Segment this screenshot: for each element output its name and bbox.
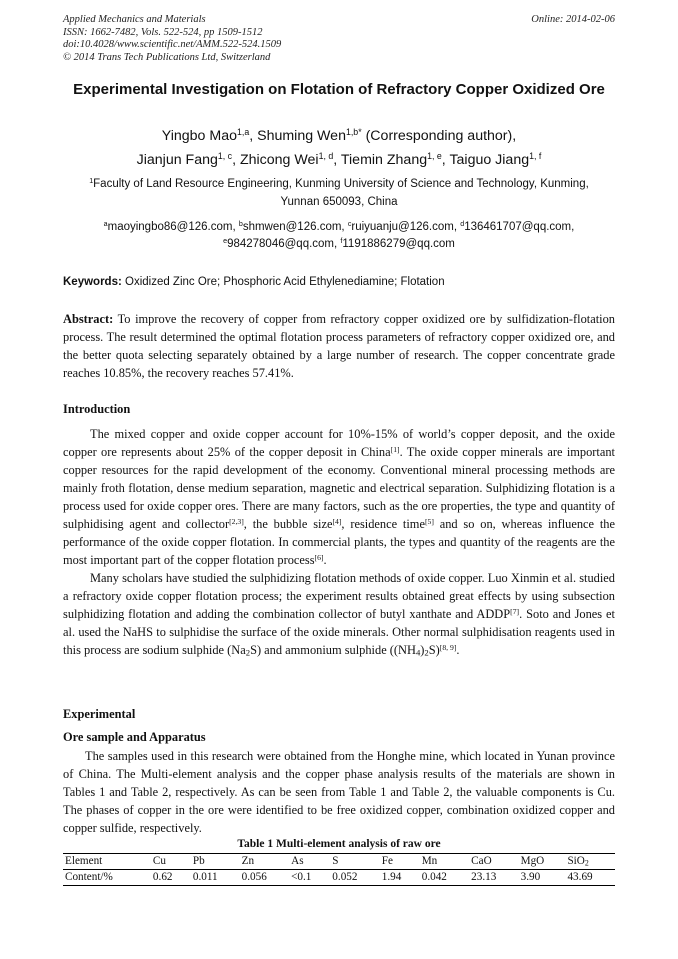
- citation: [2,3]: [229, 516, 244, 526]
- text-run: . Soto and Jones et al. used the NaHS to sulphidise the surface of the oxide minerals. Other normal sulphidisation reagents used in this process are sodium sulphide (Na: [63, 607, 615, 657]
- paper-title: Experimental Investigation on Flotation of Refractory Copper Oxidized Ore: [73, 81, 605, 98]
- email-sup: a: [103, 220, 108, 229]
- table-row: [63, 870, 615, 886]
- subscript: 2: [584, 858, 589, 868]
- doi-line: doi:10.4028/www.scientific.net/AMM.522-524.1509: [63, 39, 282, 50]
- keywords: [63, 276, 615, 288]
- email-link[interactable]: 136461707@qq.com: [464, 221, 572, 233]
- table-1-caption: Table 1 Multi-element analysis of raw ore: [237, 838, 441, 850]
- author-sup: 1, c: [217, 151, 233, 162]
- subscript: 2: [424, 647, 429, 658]
- author-list: Yingbo Mao$^{1,a}$, Shuming Wen$^{1,b*}$ (Corresponding author), Jianjun Fang$^{1, c}$, Zhicong Wei$^{1, d}$, Tiemin Zhang$^{1, e}$, Taiguo Jiang$^{1, f}$: [136, 127, 542, 168]
- table-header-cell: Cu: [152, 855, 166, 867]
- table-cell: 0.042: [421, 871, 447, 883]
- citation: [6]: [314, 552, 324, 562]
- text-run: , residence time: [341, 517, 425, 531]
- table-cell: 0.011: [192, 871, 218, 883]
- citation: [4]: [332, 516, 342, 526]
- citation: [5]: [424, 516, 434, 526]
- email-sup: e: [223, 237, 228, 246]
- table-header-cell: MgO: [520, 855, 545, 867]
- author-name: Zhicong Wei: [239, 152, 319, 168]
- text-run: and so on, whereas influence the performance of the oxide copper flotation. In commercial plants, the types and quantity of the reagents are the most important part of the copper flotation process: [63, 517, 615, 567]
- email-link[interactable]: 984278046@qq.com: [227, 238, 335, 250]
- section-heading-introduction: Introduction: [63, 402, 131, 416]
- running-header: [63, 14, 615, 64]
- email-sup: b: [238, 220, 243, 229]
- experimental-body: [63, 747, 615, 837]
- corresponding-note: (Corresponding author): [365, 128, 513, 144]
- affiliation: [63, 176, 615, 211]
- text-run: .: [323, 553, 327, 567]
- email-sup: d: [460, 220, 465, 229]
- subscript: 2: [245, 647, 251, 658]
- author-name: Shuming Wen: [257, 128, 346, 144]
- citation: [7]: [510, 606, 520, 616]
- table-header-cell: As: [291, 855, 304, 867]
- author-sup: 1,a: [236, 127, 250, 138]
- table-header-cell: CaO: [471, 855, 492, 867]
- table-cell: <0.1: [291, 871, 312, 883]
- author-sup: 1, f: [529, 151, 542, 162]
- email-link[interactable]: 1191886279@qq.com: [342, 238, 455, 250]
- online-date: Online: 2014-02-06: [531, 14, 615, 25]
- section-heading-experimental: Experimental: [63, 707, 136, 721]
- email-link[interactable]: ruiyuanju@126.com: [351, 221, 454, 233]
- table-header-cell: Fe: [381, 855, 393, 867]
- abstract-text: To improve the recovery of copper from refractory copper oxidized ore by sulfidization-flotation process. The result determined the optimal flotation process parameters of refractory copper oxidized ore, and the better quota selecting separately obtained by a large number of research. The copper concentrate grade reaches 10.85%, the recovery reaches 57.41%.: [63, 312, 615, 380]
- introduction-body: [63, 425, 615, 659]
- citation: [1]: [390, 444, 400, 454]
- subscript: 4: [415, 647, 421, 658]
- email-link[interactable]: shmwen@126.com: [242, 221, 342, 233]
- author-name: Jianjun Fang: [136, 152, 218, 168]
- affiliation-line-2: Yunnan 650093, China: [280, 195, 398, 208]
- table-header-cell: S: [332, 855, 339, 867]
- copyright-line: © 2014 Trans Tech Publications Ltd, Switzerland: [63, 51, 271, 63]
- table-header-cell: [565, 854, 615, 870]
- table-header-row: [63, 854, 615, 870]
- author-name: Yingbo Mao: [161, 128, 237, 144]
- author-name: Taiguo Jiang: [449, 152, 530, 168]
- author-sup: 1, d: [318, 151, 334, 162]
- header-text: SiO: [567, 855, 585, 867]
- issn-line: ISSN: 1662-7482, Vols. 522-524, pp 1509-1512: [63, 26, 263, 38]
- text-run: The mixed copper and oxide copper account for 10%-15% of world’s copper deposit, and the oxide copper ore represents about 25% of the copper deposit in China: [63, 427, 615, 459]
- table-cell: 43.69: [567, 871, 593, 883]
- table-header-cell: Mn: [421, 855, 438, 867]
- experimental-paragraph-1: The samples used in this research were obtained from the Honghe mine, which located in Yunan province of China. The Multi-element analysis and the copper phase analysis results of the materials are shown in Tables 1 and Table 2, respectively. As can be seen from Table 1 and Table 2, the valuable components is Cu. The phases of copper in the ore were identified to be free oxidized copper, combination oxidized copper and copper sulfide, respectively.: [63, 749, 615, 835]
- text-run: S) and ammonium sulphide ((NH: [250, 643, 416, 657]
- table-cell: Content/%: [65, 871, 113, 883]
- keywords-label: Keywords:: [63, 276, 122, 288]
- abstract: [63, 310, 615, 382]
- author-name: Tiemin Zhang: [340, 152, 428, 168]
- author-sup: 1, e: [427, 151, 442, 162]
- table-cell: 0.62: [152, 871, 173, 883]
- affiliation-line-1: Faculty of Land Resource Engineering, Kunming University of Science and Technology, Kunming,: [93, 178, 589, 190]
- text-run: . The oxide copper minerals are important copper resources for the rapid development of the economy. Conventional mineral processing methods are mainly froth flotation, dense medium separation, magnetic and electrical separation. Sulphidizing flotation is a process used for oxide copper ores. There are many factors, such as the ore properties, the type and quantity of sulphidising agent and collector: [63, 445, 615, 531]
- table-cell: 23.13: [471, 871, 497, 883]
- journal-name: Applied Mechanics and Materials: [63, 14, 206, 25]
- table-1: [63, 853, 615, 886]
- table-header-cell: Zn: [241, 855, 255, 867]
- table-cell: 3.90: [520, 871, 541, 883]
- table-header-cell: Pb: [192, 855, 205, 867]
- abstract-label: Abstract:: [63, 312, 114, 326]
- keywords-text: Oxidized Zinc Ore; Phosphoric Acid Ethylenediamine; Flotation: [125, 276, 445, 288]
- text-run: , the bubble size: [243, 517, 333, 531]
- subsection-heading-ore-sample: Ore sample and Apparatus: [63, 730, 206, 744]
- affiliation-sup: 1: [89, 177, 94, 186]
- email-list: $^a$maoyingbo86@126.com, $^b$shmwen@126.com, $^c$ruiyuanju@126.com, $^d$136461707@qq.com, $^e$984278046@qq.com, $^f$1191886279@qq.com: [103, 220, 575, 250]
- table-cell: 1.94: [381, 871, 402, 883]
- text-run: ): [420, 643, 425, 657]
- email-link[interactable]: maoyingbo86@126.com: [107, 221, 233, 233]
- author-sup: 1,b*: [345, 127, 362, 138]
- text-run: Many scholars have studied the sulphidizing flotation methods of oxide copper. Luo Xinmin et al. studied a refractory oxide copper flotation process; the experiment results obtained great effects by using subsection sulphidizing flotation and adding the combination collector of butyl xanthate and ADDP: [63, 571, 615, 621]
- text-run: .: [456, 643, 460, 657]
- intro-paragraph-2: [63, 569, 615, 659]
- table-cell: 0.056: [241, 871, 267, 883]
- email-sup: c: [347, 220, 352, 229]
- table-header-cell: Element: [65, 855, 103, 867]
- text-run: S): [428, 643, 440, 657]
- table-cell: 0.052: [332, 871, 358, 883]
- citation: [8, 9]: [439, 642, 457, 652]
- intro-paragraph-1: [63, 425, 615, 569]
- email-sup: f: [340, 237, 343, 246]
